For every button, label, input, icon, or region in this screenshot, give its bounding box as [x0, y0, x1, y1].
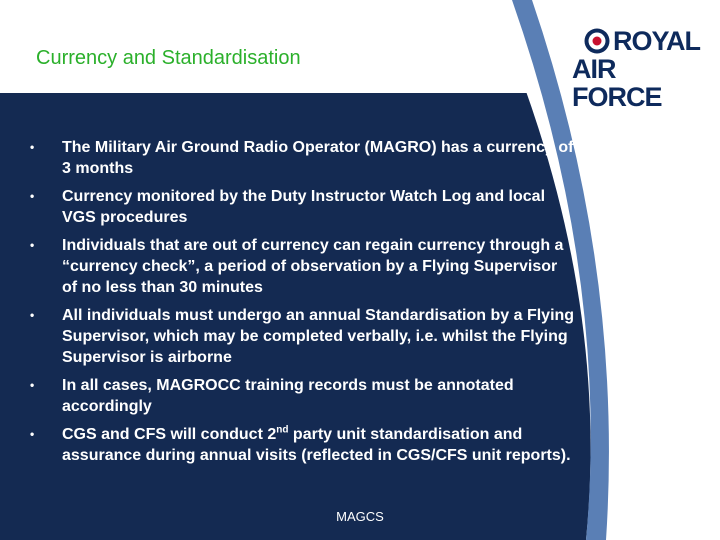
bullet-item: [30, 235, 575, 298]
bullet-text-start: CGS and CFS will conduct 2: [62, 426, 277, 443]
slide-footer: MAGCS: [336, 509, 384, 524]
bullet-text: Currency monitored by the Duty Instructor Watch Log and local VGS procedures: [62, 188, 546, 226]
slide-title: Currency and Standardisation: [36, 47, 301, 69]
bullet-item: [30, 137, 575, 179]
raf-logo: [572, 26, 701, 112]
bullet-marker: •: [30, 427, 35, 441]
logo-text-royal: ROYAL: [613, 26, 701, 56]
bullet-text: The Military Air Ground Radio Operator (MAGRO) has a currency of 3 months: [62, 139, 574, 177]
bullet-marker: •: [30, 238, 35, 252]
bullet-item: [30, 424, 575, 466]
raf-roundel-icon: [584, 28, 610, 54]
bullet-text: [62, 424, 575, 466]
logo-row-top: [584, 27, 700, 55]
bullet-marker: •: [30, 140, 35, 154]
bullet-superscript: nd: [276, 424, 289, 436]
bullet-item: [30, 305, 575, 368]
bullet-marker: •: [30, 308, 35, 322]
bullet-item: [30, 375, 575, 417]
bullet-text: Individuals that are out of currency can regain currency through a “currency check”, a period of observation by a Flying Supervisor of no less than 30 minutes: [62, 237, 564, 296]
bullet-text: In all cases, MAGROCC training records must be annotated accordingly: [62, 377, 514, 415]
bullet-marker: •: [30, 378, 35, 392]
logo-text-air-force: AIR FORCE: [572, 54, 662, 112]
bullet-marker: •: [30, 189, 35, 203]
bullet-text: All individuals must undergo an annual Standardisation by a Flying Supervisor, which may be completed verbally, i.e. whilst the Flying Supervisor is airborne: [62, 307, 575, 366]
bullet-text-end: party unit standardisation and assurance during annual visits (reflected in CGS/CFS unit reports).: [62, 426, 571, 464]
bullet-item: [30, 186, 575, 228]
